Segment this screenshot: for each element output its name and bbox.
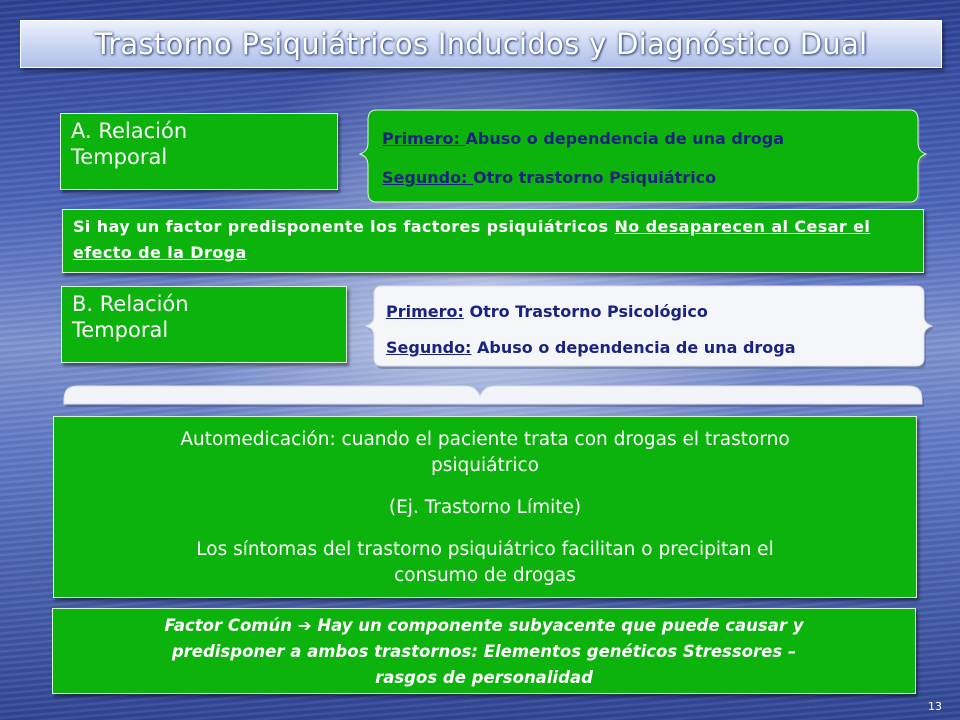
horizontal-brace [58,378,928,418]
automedication-line5: consumo de drogas [394,565,576,586]
section-a-first-line [382,129,784,148]
section-a-bracket [354,106,930,206]
section-b-first-text: Otro Trastorno Psicológico [463,302,708,321]
automedication-example: (Ej. Trastorno Límite) [388,497,582,518]
section-a-label-line2: Temporal [71,145,168,169]
automedication-line4: Los síntomas del trastorno psiquiátrico facilitan o precipitan el [196,539,774,560]
section-b-label [61,286,347,363]
common-factor-line2: predisponer a ambos trastornos: Elementos genéticos Stressores – [171,642,797,661]
section-b-second-text: Abuso o dependencia de una droga [471,338,796,357]
arrow-right-icon: ➔ [297,616,312,635]
slide-title: Trastorno Psiquiátricos Inducidos y Diagnóstico Dual [94,27,868,61]
predisposing-factor-note [62,209,924,273]
common-factor-line1-text: Hay un componente subyacente que puede causar y [311,616,804,635]
common-factor-line1 [67,613,901,639]
section-b-label-line2: Temporal [72,318,169,342]
section-a-first-text: Abuso o dependencia de una droga [465,129,784,148]
section-a-second-text: Otro trastorno Psiquiátrico [473,168,717,187]
note-underlined-text: No desaparecen al Cesar el efecto de la Droga [73,217,871,262]
automedication-line1: Automedicación: cuando el paciente trata con drogas el trastorno [180,429,790,450]
section-a-label-line1: A. Relación [71,119,188,143]
section-a-second-line [382,168,716,187]
common-factor-heading: Factor Común [164,616,298,635]
automedication-line2: psiquiátrico [431,455,539,476]
title-bar [20,20,942,68]
section-b-label-line1: B. Relación [72,292,189,316]
section-b-first-label: Primero: [386,302,464,321]
note-text: Si hay un factor predisponente los factores psiquiátricos [73,217,615,236]
section-b-second-label: Segundo: [386,338,472,357]
common-factor-box [52,608,916,694]
section-a-label [60,113,338,190]
section-a-first-label: Primero: [382,129,466,148]
common-factor-line3: rasgos de personalidad [375,668,593,687]
section-b-second-line [386,338,796,357]
section-a-second-label: Segundo: [382,168,474,187]
automedication-box [53,416,917,598]
page-number: 13 [928,700,942,713]
section-b-first-line [386,302,708,321]
